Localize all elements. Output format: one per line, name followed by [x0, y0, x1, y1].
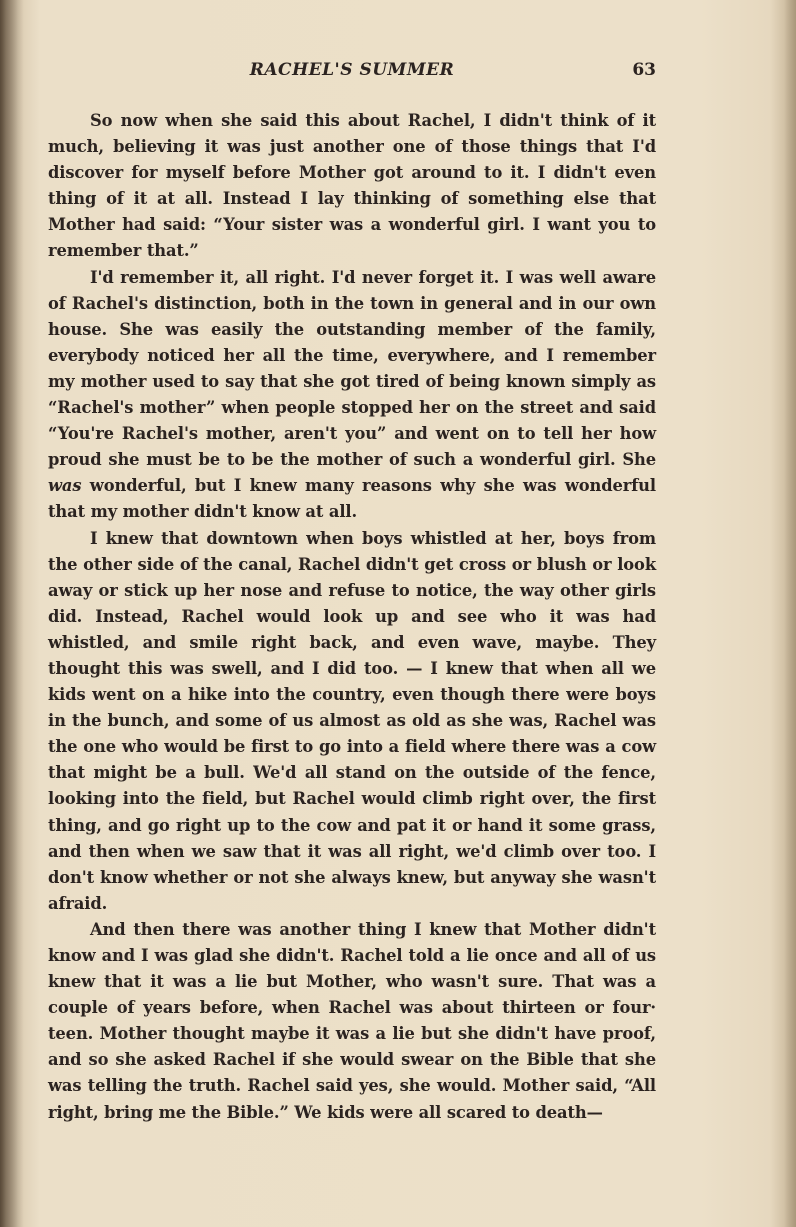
- running-title: RACHEL'S SUMMER: [249, 60, 455, 80]
- paragraph: And then there was another thing I knew that Mother didn't know and I was glad she didn't. Rachel told a lie once and all of us knew that it was a lie but Mother, who wasn't sure. That was a couple of years before, when Rachel was about thirteen or four· teen. Mother thought maybe it was a lie but she didn't have proof, and so she asked Rachel if she would swear on the Bible that she was telling the truth. Rachel said yes, she would. Mother said, “All right, bring me the Bible.” We kids were all scared to death—: [48, 919, 656, 1122]
- paragraph: I knew that downtown when boys whistled at her, boys from the other side of the canal, Rachel didn't get cross or blush or look away or stick up her nose and refuse to notice, the way other girls did. Instead, Rachel would look up and see who it was had whistled, and smile right back, and even wave, maybe. They thought this was swell, and I did too. — I knew that when all we kids went on a hike into the country, even though there were boys in the bunch, and some of us almost as old as she was, Rachel was the one who would be first to go into a field where there was a cow that might be a bull. We'd all stand on the outside of the fence, looking into the field, but Rachel would climb right over, the first thing, and go right up to the cow and pat it or hand it some grass, and then when we saw that it was all right, we'd climb over too. I don't know whether or not she always knew, but anyway she wasn't afraid.: [48, 528, 656, 913]
- page-edge: [784, 0, 796, 1227]
- paragraph-text: I'd remember it, all right. I'd never forget it. I was well aware of Rachel's distinction, both in the town in general and in our own house. She was easily the outstanding member of the family, everybody noticed her all the time, everywhere, and I remember my mother used to say that she got tired of being known simply as “Rachel's mother” when people stopped her on the street and said “You're Rachel's mother, aren't you” and went on to tell her how proud she must be to be the mother of such a wonderful girl. She: [48, 267, 656, 470]
- page-header: [48, 60, 656, 86]
- paragraph-text: wonderful, but I knew many reasons why she was wonderful that my mother didn't know at all.: [48, 476, 656, 522]
- gutter-shadow: [0, 0, 24, 1227]
- page-number: 63: [632, 60, 656, 80]
- paragraph: [48, 265, 656, 526]
- paragraph: So now when she said this about Rachel, I didn't think of it much, believing it was just another one of those things that I'd discover for myself before Mother got around to it. I didn't even thing of it at all. Instead I lay thinking of something else that Mother had said: “Your sister was a wonderful girl. I want you to remember that.”: [48, 111, 656, 261]
- emphasis-text: was: [48, 476, 82, 496]
- body-text: [48, 108, 656, 1126]
